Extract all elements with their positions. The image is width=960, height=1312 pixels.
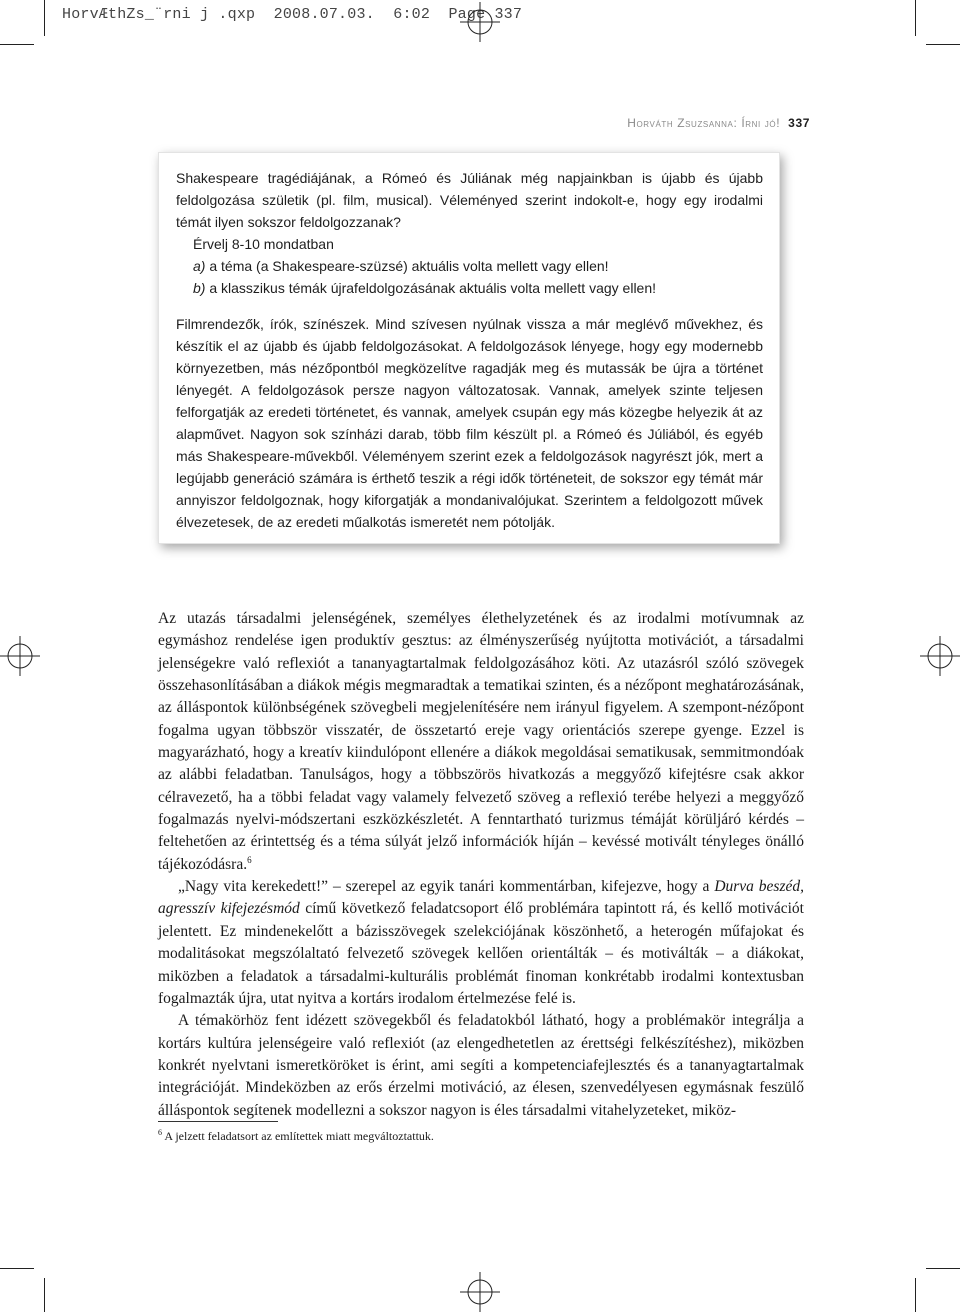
footnote — [158, 1128, 434, 1144]
task-instruction: Érvelj 8-10 mondatban — [193, 236, 334, 252]
task-item-a-marker: a) — [193, 258, 206, 274]
task-item-b — [176, 277, 763, 299]
registration-mark-icon — [460, 1272, 500, 1312]
running-head-title: Horváth Zsuzsanna: Írni jó! — [627, 116, 781, 130]
task-item-b-text: a klasszikus témák újrafeldolgozásának aktuális volta mellett vagy ellen! — [209, 280, 657, 296]
task-intro: Shakespeare tragédiájának, a Rómeó és Júliának még napjainkban is újabb és újabb feldolgozása születik (pl. film, musical). Véleményed szerint indokolt-e, hogy egy irodalmi témát ilyen sokszor feldolgozzanak? — [176, 170, 763, 230]
student-answer: Filmrendezők, írók, színészek. Mind szívesen nyúlnak vissza a már meglévő művekhez, és készítik el az újabb és újabb feldolgozásokat. A feldolgozások lényege, hogy egy modernebb környezetben, más nézőpontból megközelítve ragadják meg és mutassák be újra a történet lényegét. A feldolgozások persze nagyon változatosak. Vannak, amelyek szinte teljesen felforgatják az eredeti történetet, és vannak, amelyek csupán egy más közegbe helyezik át az alapművet. Nagyon sok színházi darab, több film készült pl. a Rómeó és Júliából, és egyéb más Shakespeare-művekből. Véleményem szerint ezek a feldolgozások nagyrészt jók, mert a legújabb generáció számára is érthető teszik a régi idők történeteit, de sokszor egy témát már annyiszor feldolgoznak, hogy kiforgatják a mondanivalójukat. Szerintem a feldolgozott művek élvezetesek, de az eredeti műalkotás ismeretét nem pótolják. — [176, 316, 763, 530]
body-paragraph: A témakörhöz fent idézett szövegekből és feladatokból látható, hogy a problémakör integrálja a kortárs kultúra jelenségeire való reflexiót (az elengedhetetlen az érettségi felkészítéshez), miközben konkrét nyelvtani ismeretköröket is érint, ami segíti a kompetenciafejlesztés és a tananyagtartalmak integrációját. Mindeközben az erős érzelmi motiváció, az élesen, szenvedélyesen egymásnak feszülő álláspontok segítenek modellezni a sokszor nagyon is éles társadalmi vitahelyzeteket, miköz- — [158, 1012, 804, 1119]
slug-line: HorvÆthZs_¨rni j .qxp 2008.07.03. 6:02 Page 337 — [62, 6, 523, 23]
footnote-divider — [158, 1121, 278, 1122]
task-item-a — [176, 255, 763, 277]
page-number: 337 — [788, 116, 810, 130]
footnote-text: A jelzett feladatsort az említettek miatt megváltoztattuk. — [164, 1129, 434, 1143]
task-item-a-text: a téma (a Shakespeare-szüzsé) aktuális volta mellett vagy ellen! — [209, 258, 609, 274]
registration-mark-icon — [0, 636, 40, 676]
body-paragraph-text: Az utazás társadalmi jelenségének, személyes élethelyzetének és az irodalmi motívumnak az egymáshoz rendelése igen produktív gesztus: az élményszerűség nyújtotta motivációt, a társadalmi jelenségekre való reflexiót a tananyagtartalmak feldolgozásához köti. Az utazásról szóló szövegek összehasonlításában a diákok mégis megmaradtak a tematikai szinten, és a nézőpont meghatározásának, az álláspontok különbségének szövegbeli megjelenítésére nem irányul figyelem. A szempont-nézőpont fogalma ugyan többször visszatér, de összetartó ereje vagy orientációs szerepe gyenge. Ezzel is magyarázható, hogy a kreatív kiindulópont ellenére a diákok megoldásai sematikusak, semmitmondóak az alábbi feladatban. Tanulságos, hogy a többszörös hivatkozás a meggyőző kifejtésre csak akkor célravezető, ha a többi feladat vagy valamely felvezető szöveg a reflexió terébe helyezi a meggyőző fogalmazás nyelvi-módszertani eszközkészletét. A fenntartható turizmus témáját körüljáró kérdés – feltehetően az érintettség és a téma súlyát jelző információk híján – kevéssé motivált tényleges önálló tájékozódásra. — [158, 610, 804, 873]
student-answer-box — [158, 152, 780, 544]
body-paragraph: „Nagy vita kerekedett!” – szerepel az egyik tanári kommentárban, kifejezve, hogy a Durva beszéd, agresszív kifejezésmód című következő feladatcsoport élő problémára tapintott rá, és kellő motivációt jelentett. Ez mindenekelőtt a bázisszövegek szelekciójának köszönhető, a heterogén műfajokat és modalitásokat megszólaltató felvezető szövegek kellően orientálták – és motiválták – a diákokat, miközben a feladatok a társadalmi-kulturális problémát finoman konkrétabb irodalmi kontextusban fogalmazták újra, utat nyitva a kortárs irodalom értelmezése felé is. — [158, 878, 805, 1007]
registration-mark-icon — [920, 636, 960, 676]
body-text — [158, 608, 804, 1122]
teacher-quote: „Nagy vita kerekedett!” — [178, 878, 329, 896]
footnote-number: 6 — [158, 1128, 162, 1137]
task-item-b-marker: b) — [193, 280, 206, 296]
body-paragraph — [158, 608, 804, 876]
registration-mark-icon — [460, 2, 500, 42]
footnote-reference: 6 — [247, 854, 252, 865]
running-head — [627, 116, 810, 130]
task-group-title: Durva beszéd, agresszív kifejezésmód — [158, 878, 805, 918]
